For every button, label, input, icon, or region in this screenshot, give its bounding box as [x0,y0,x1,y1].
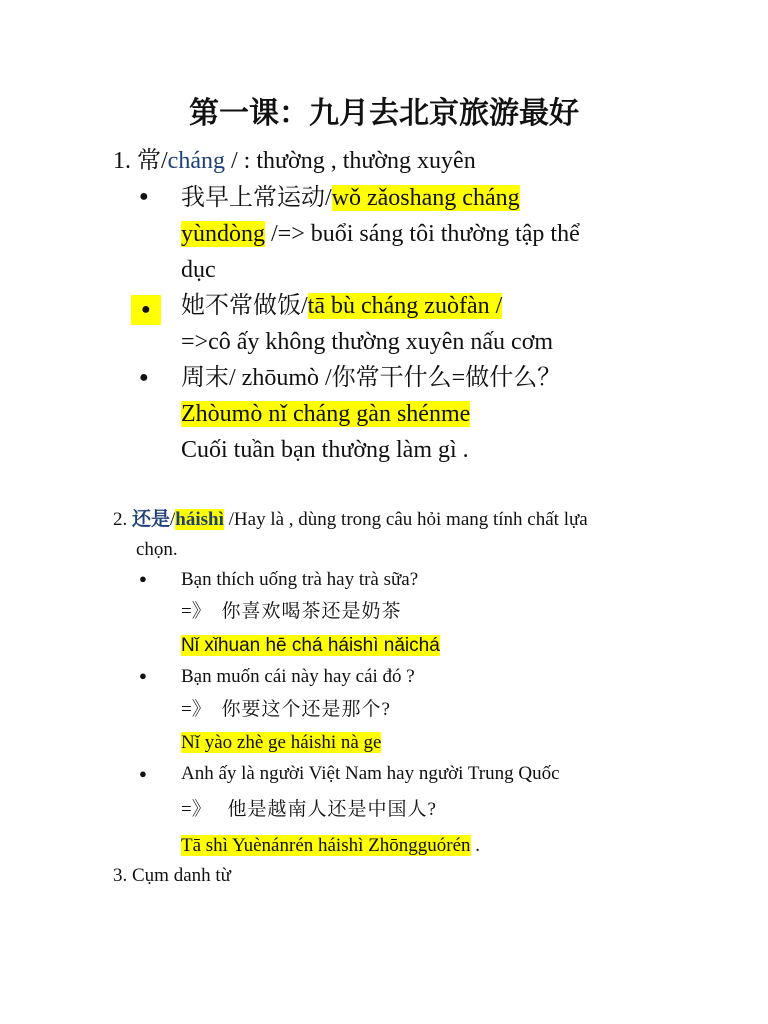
s1-item2-meaning: =>cô ấy không thường xuyên nấu cơm [181,329,554,355]
section2-slash: / [170,509,176,530]
section2-keyword: 还是 [132,509,171,530]
bullet-icon: ● [139,668,147,683]
s2-item1-pinyin-line [181,631,440,661]
s2-item1-arrow: =》 [181,601,211,622]
section1-meaning: / : thường , thường xuyên [224,148,476,174]
s1-item3-meaning: Cuối tuần bạn thường làm gì . [181,437,469,463]
s1-item3-pinyin: Zhòumò nǐ cháng gàn shénme [181,401,471,427]
s2-item2-arrow: =》 [181,699,211,720]
s1-item3-line1 [181,360,561,396]
s2-item2-chinese [181,695,391,725]
section2-pinyin: háishì [175,509,224,530]
s2-item3-chinese [181,795,437,825]
section2-heading [113,505,588,535]
section3-heading [113,861,231,891]
s2-item3-hanzi: 他是越南人还是中国人? [227,799,437,820]
section1-hanzi: 常/ [137,148,168,174]
s1-item3-hanzi-a: 周末/ [181,365,236,391]
s1-item1-line2 [181,216,580,252]
lesson-title: 第一课：九月去北京旅游最好 [189,97,579,130]
section1-heading [113,143,476,179]
s2-item3-arrow: =》 [181,799,211,820]
s2-item1-pinyin: Nǐ xǐhuan hē chá háishì nǎichá [181,635,440,656]
s1-item1-meaning-b: dục [181,257,216,283]
section2-desc-a: /Hay là , dùng trong câu hỏi mang tính chất lựa [223,509,588,530]
s1-item1-line1 [181,180,520,216]
s2-item2-viet: Bạn muốn cái này hay cái đó ? [181,666,415,687]
s2-item3-tail: . [470,835,480,856]
s2-item1-hanzi: 你喜欢喝茶还是奶茶 [221,601,402,622]
s1-item1-pinyin-a: wǒ zǎoshang cháng [331,185,520,211]
section3-number: 3. [113,865,128,886]
section1-pinyin: cháng [167,148,225,174]
bullet-icon: ● [139,571,147,586]
s2-item3-viet: Anh ấy là người Việt Nam hay người Trung Quốc [181,763,560,784]
s1-item2-hanzi: 她不常做饭/ [181,293,308,319]
s2-item3-pinyin-line [181,831,480,861]
bullet-icon: ● [139,766,147,781]
section3-title: Cụm danh từ [132,865,231,886]
bullet-icon: ● [139,369,149,386]
bullet-icon: ● [139,188,149,205]
s1-item1-meaning-a: /=> buổi sáng tôi thường tập thể [265,221,580,247]
s1-item2-line1 [181,288,502,324]
s2-item2-hanzi: 你要这个还是那个? [221,699,391,720]
section1-number: 1. [113,148,131,174]
s1-item2-pinyin: tā bù cháng zuòfàn / [307,293,503,319]
s2-item1-viet: Bạn thích uống trà hay trà sữa? [181,569,419,590]
s1-item1-hanzi: 我早上常运动/ [181,185,332,211]
section2-number: 2. [113,509,128,530]
s2-item1-chinese [181,597,401,627]
s2-item3-pinyin: Tā shì Yuènánrén háishì Zhōngguórén [181,835,471,856]
s2-item2-pinyin: Nǐ yào zhè ge háishi nà ge [181,732,382,753]
section2-desc-b: chọn. [136,539,178,560]
bullet-icon: ● [131,295,161,325]
s1-item1-pinyin-b: yùndòng [181,221,265,247]
s1-item3-hanzi-b: 你常干什么=做什么？ [331,365,562,391]
s1-item3-pinyin-a: zhōumò / [235,365,332,391]
s2-item2-pinyin-line [181,728,381,758]
s1-item3-pinyin-line [181,396,470,432]
